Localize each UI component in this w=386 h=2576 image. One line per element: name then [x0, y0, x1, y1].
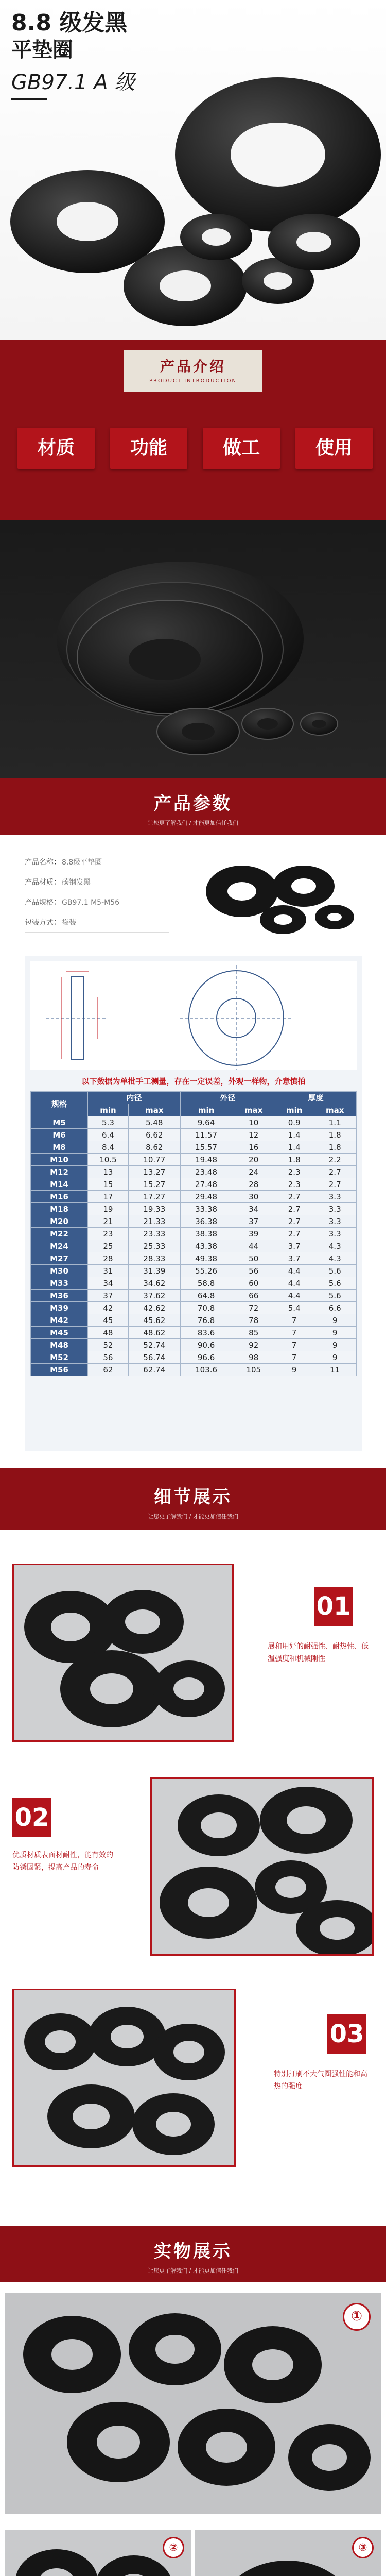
detail-section: [0, 1468, 386, 2226]
spec-cell-value: 4.3: [313, 1252, 357, 1265]
table-row: [31, 1314, 357, 1327]
sub-col: max: [313, 1104, 357, 1116]
spec-table-wrap: [30, 1091, 357, 1376]
spec-cell-value: 17.27: [128, 1191, 180, 1203]
spec-cell-value: 19: [88, 1203, 129, 1215]
col-spec: 规格: [31, 1092, 88, 1116]
spec-cell-value: 29.48: [180, 1191, 232, 1203]
spec-cell-value: 1.8: [313, 1141, 357, 1154]
spec-cell-value: 34: [88, 1277, 129, 1290]
detail-number-2: 02: [12, 1798, 51, 1837]
spec-cell-value: 15.27: [128, 1178, 180, 1191]
params-header: [0, 778, 386, 835]
spec-cell-value: 23.33: [128, 1228, 180, 1240]
spec-cell-value: 7: [275, 1351, 313, 1364]
real-photos-section: [0, 2226, 386, 2576]
spec-cell-value: 103.6: [180, 1364, 232, 1376]
spec-cell-value: 4.4: [275, 1265, 313, 1277]
spec-cell-value: 64.8: [180, 1290, 232, 1302]
spec-cell-value: 27.48: [180, 1178, 232, 1191]
col-inner-diameter: 内径: [88, 1092, 181, 1104]
spec-cell-value: 6.4: [88, 1129, 129, 1141]
spec-cell-size: M27: [31, 1252, 88, 1265]
table-row: [31, 1215, 357, 1228]
real-header: [0, 2226, 386, 2282]
spec-cell-value: 19.33: [128, 1203, 180, 1215]
spec-cell-value: 7: [275, 1339, 313, 1351]
spec-cell-value: 19.48: [180, 1154, 232, 1166]
spec-cell-value: 56: [232, 1265, 275, 1277]
spec-cell-value: 9: [313, 1339, 357, 1351]
spec-cell-value: 48.62: [128, 1327, 180, 1339]
table-row: [31, 1166, 357, 1178]
real-photo-3: [195, 2530, 381, 2576]
spec-cell-size: M56: [31, 1364, 88, 1376]
spec-cell-value: 2.2: [313, 1154, 357, 1166]
spec-cell-value: 34.62: [128, 1277, 180, 1290]
spec-cell-value: 24: [232, 1166, 275, 1178]
spec-cell-value: 31: [88, 1265, 129, 1277]
spec-cell-value: 50: [232, 1252, 275, 1265]
spec-cell-value: 30: [232, 1191, 275, 1203]
spec-cell-value: 90.6: [180, 1339, 232, 1351]
spec-cell-value: 8.4: [88, 1141, 129, 1154]
detail-number-1: 01: [314, 1587, 353, 1626]
real-number-1: ①: [343, 2303, 371, 2331]
spec-cell-value: 12: [232, 1129, 275, 1141]
spec-cell-value: 76.8: [180, 1314, 232, 1327]
spec-cell-size: M30: [31, 1265, 88, 1277]
spec-cell-value: 0.9: [275, 1116, 313, 1129]
spec-cell-value: 92: [232, 1339, 275, 1351]
spec-cell-value: 34: [232, 1203, 275, 1215]
table-row: [31, 1154, 357, 1166]
spec-cell-value: 62: [88, 1364, 129, 1376]
spec-cell-value: 5.4: [275, 1302, 313, 1314]
table-row: [31, 1191, 357, 1203]
spec-cell-size: M33: [31, 1277, 88, 1290]
params-heading: 产品参数: [154, 793, 232, 814]
spec-cell-size: M10: [31, 1154, 88, 1166]
table-row: [31, 1364, 357, 1376]
sub-col: min: [275, 1104, 313, 1116]
spec-cell-value: 70.8: [180, 1302, 232, 1314]
spec-cell-value: 28.33: [128, 1252, 180, 1265]
info-row-name: 产品名称：8.8级平垫圈: [25, 855, 169, 872]
product-info-list: [25, 855, 169, 933]
table-row: [31, 1203, 357, 1215]
table-row: [31, 1178, 357, 1191]
hero-washers-image: [0, 0, 386, 340]
spec-cell-value: 10: [232, 1116, 275, 1129]
washer-small-hole: [202, 228, 231, 246]
spec-cell-value: 60: [232, 1277, 275, 1290]
spec-cell-value: 98: [232, 1351, 275, 1364]
spec-cell-value: 9: [275, 1364, 313, 1376]
product-photo-section: [0, 520, 386, 778]
spec-cell-value: 52.74: [128, 1339, 180, 1351]
spec-cell-value: 44: [232, 1240, 275, 1252]
spec-cell-value: 2.7: [275, 1228, 313, 1240]
washer-diagram: [30, 961, 357, 1070]
detail-photo-2: [150, 1777, 374, 1956]
spec-cell-value: 1.1: [313, 1116, 357, 1129]
measure-warning: 以下数据为单批手工测量，存在一定误差，外观一样物，介意慎拍: [81, 1077, 306, 1086]
table-row: [31, 1228, 357, 1240]
spec-sheet: [25, 956, 362, 1451]
spec-cell-value: 23: [88, 1228, 129, 1240]
spec-cell-size: M45: [31, 1327, 88, 1339]
sub-col: min: [180, 1104, 232, 1116]
table-row: [31, 1116, 357, 1129]
spec-cell-value: 15.57: [180, 1141, 232, 1154]
detail-text-1: 展和用好的耐强性、耐热性、低温强度和机械刚性: [268, 1642, 369, 1663]
spec-cell-value: 37.62: [128, 1290, 180, 1302]
spec-cell-value: 5.6: [313, 1290, 357, 1302]
spec-cell-size: M24: [31, 1240, 88, 1252]
spec-cell-value: 3.3: [313, 1191, 357, 1203]
spec-cell-size: M52: [31, 1351, 88, 1364]
spec-cell-value: 15: [88, 1178, 129, 1191]
spec-cell-value: 9: [313, 1314, 357, 1327]
tag-material: 材质: [17, 428, 95, 469]
table-row: [31, 1240, 357, 1252]
spec-cell-value: 7: [275, 1327, 313, 1339]
spec-cell-value: 17: [88, 1191, 129, 1203]
spec-cell-size: M18: [31, 1203, 88, 1215]
spec-cell-value: 4.4: [275, 1290, 313, 1302]
spec-cell-value: 36.38: [180, 1215, 232, 1228]
small-washer-3-hole: [312, 720, 326, 728]
detail-photo-1: [12, 1564, 234, 1742]
spec-cell-size: M39: [31, 1302, 88, 1314]
spec-cell-value: 6.6: [313, 1302, 357, 1314]
spec-cell-value: 7: [275, 1314, 313, 1327]
table-row: [31, 1351, 357, 1364]
spec-cell-size: M48: [31, 1339, 88, 1351]
spec-cell-value: 25: [88, 1240, 129, 1252]
intro-heading-en: PRODUCT INTRODUCTION: [149, 378, 237, 384]
spec-cell-value: 2.7: [275, 1203, 313, 1215]
spec-cell-value: 56: [88, 1351, 129, 1364]
sub-col: max: [232, 1104, 275, 1116]
spec-cell-value: 2.7: [275, 1215, 313, 1228]
info-row-package: 包装方式：袋装: [25, 916, 169, 933]
info-washers-image: [196, 850, 365, 938]
real-heading: 实物展示: [154, 2241, 232, 2262]
table-row: [31, 1302, 357, 1314]
intro-ribbon: [124, 350, 262, 392]
washer-left-hole: [57, 202, 118, 241]
detail-photo-2-image: [152, 1779, 372, 1954]
spec-cell-value: 1.4: [275, 1129, 313, 1141]
detail-text-2: 优质材质表面材耐性，能有效的防锈固紧，提高产品的寿命: [12, 1851, 113, 1872]
sub-col: min: [88, 1104, 129, 1116]
tag-workmanship: 做工: [203, 428, 280, 469]
spec-cell-value: 85: [232, 1327, 275, 1339]
spec-cell-size: M6: [31, 1129, 88, 1141]
spec-cell-value: 2.7: [275, 1191, 313, 1203]
table-row: [31, 1129, 357, 1141]
hero-title-line2: 平垫圈: [11, 38, 73, 62]
spec-cell-value: 39: [232, 1228, 275, 1240]
spec-cell-value: 72: [232, 1302, 275, 1314]
real-photo-1: [5, 2293, 381, 2514]
spec-cell-value: 3.7: [275, 1240, 313, 1252]
washer-bottom-hole: [160, 270, 211, 301]
spec-cell-value: 2.7: [313, 1166, 357, 1178]
col-outer-diameter: 外径: [180, 1092, 275, 1104]
washer-right-hole: [296, 232, 331, 252]
spec-cell-value: 10.5: [88, 1154, 129, 1166]
spec-cell-value: 78: [232, 1314, 275, 1327]
spec-cell-value: 4.3: [313, 1240, 357, 1252]
spec-cell-size: M20: [31, 1215, 88, 1228]
spec-cell-value: 37: [232, 1215, 275, 1228]
intro-section: [0, 340, 386, 520]
spec-cell-value: 5.6: [313, 1277, 357, 1290]
spec-cell-value: 45: [88, 1314, 129, 1327]
small-washer-1-hole: [182, 723, 215, 740]
table-row: [31, 1339, 357, 1351]
stack-washer-hole: [129, 639, 201, 680]
spec-cell-value: 62.74: [128, 1364, 180, 1376]
table-row: [31, 1327, 357, 1339]
spec-table: [30, 1091, 357, 1376]
table-row: [31, 1252, 357, 1265]
col-thickness: 厚度: [275, 1092, 357, 1104]
table-row: [31, 1265, 357, 1277]
spec-cell-value: 5.3: [88, 1116, 129, 1129]
spec-cell-value: 16: [232, 1141, 275, 1154]
detail-photo-1-image: [14, 1565, 232, 1740]
intro-heading: 产品介绍: [160, 358, 226, 375]
spec-cell-size: M22: [31, 1228, 88, 1240]
spec-cell-value: 3.3: [313, 1215, 357, 1228]
spec-cell-value: 21: [88, 1215, 129, 1228]
spec-cell-value: 45.62: [128, 1314, 180, 1327]
spec-cell-value: 28: [232, 1178, 275, 1191]
spec-cell-value: 83.6: [180, 1327, 232, 1339]
washer-large-hole: [231, 123, 325, 187]
real-subheading: 让您更了解我们 / 才能更加信任我们: [148, 2267, 238, 2274]
hero-title-line1: 8.8 级发黑: [11, 10, 128, 36]
spec-cell-value: 52: [88, 1339, 129, 1351]
spec-cell-size: M42: [31, 1314, 88, 1327]
spec-cell-value: 10.77: [128, 1154, 180, 1166]
table-row: [31, 1290, 357, 1302]
spec-table-body: [31, 1116, 357, 1376]
spec-cell-size: M14: [31, 1178, 88, 1191]
detail-subheading: 让您更了解我们 / 才能更加信任我们: [148, 1513, 238, 1520]
spec-cell-value: 5.48: [128, 1116, 180, 1129]
spec-cell-value: 13: [88, 1166, 129, 1178]
spec-cell-size: M8: [31, 1141, 88, 1154]
spec-cell-value: 38.38: [180, 1228, 232, 1240]
table-row: [31, 1141, 357, 1154]
spec-cell-value: 56.74: [128, 1351, 180, 1364]
spec-cell-value: 31.39: [128, 1265, 180, 1277]
spec-cell-size: M12: [31, 1166, 88, 1178]
spec-cell-value: 42.62: [128, 1302, 180, 1314]
detail-photo-3: [12, 1989, 236, 2167]
spec-cell-value: 28: [88, 1252, 129, 1265]
spec-cell-value: 11: [313, 1364, 357, 1376]
spec-cell-value: 1.8: [275, 1154, 313, 1166]
spec-cell-value: 2.7: [313, 1178, 357, 1191]
spec-cell-value: 33.38: [180, 1203, 232, 1215]
spec-cell-value: 9: [313, 1351, 357, 1364]
spec-cell-value: 6.62: [128, 1129, 180, 1141]
spec-cell-size: M16: [31, 1191, 88, 1203]
spec-cell-value: 43.38: [180, 1240, 232, 1252]
spec-cell-value: 13.27: [128, 1166, 180, 1178]
real-number-2: ②: [163, 2537, 184, 2558]
spec-cell-size: M36: [31, 1290, 88, 1302]
spec-cell-value: 58.8: [180, 1277, 232, 1290]
spec-cell-value: 42: [88, 1302, 129, 1314]
spec-cell-value: 9.64: [180, 1116, 232, 1129]
spec-cell-value: 25.33: [128, 1240, 180, 1252]
spec-cell-value: 55.26: [180, 1265, 232, 1277]
spec-cell-value: 66: [232, 1290, 275, 1302]
spec-cell-value: 1.8: [313, 1129, 357, 1141]
info-row-spec: 产品规格：GB97.1 M5-M56: [25, 895, 169, 912]
small-washer-2-hole: [257, 718, 278, 730]
stacked-washers-image: [0, 520, 386, 778]
spec-cell-value: 1.4: [275, 1141, 313, 1154]
spec-cell-value: 96.6: [180, 1351, 232, 1364]
spec-cell-value: 49.38: [180, 1252, 232, 1265]
spec-cell-size: M5: [31, 1116, 88, 1129]
spec-cell-value: 2.3: [275, 1178, 313, 1191]
detail-text-3: 特别打刷不大气圈强性能和高热的强度: [274, 2070, 367, 2091]
spec-cell-value: 3.3: [313, 1203, 357, 1215]
info-row-material: 产品材质：碳钢发黑: [25, 875, 169, 892]
spec-cell-value: 11.57: [180, 1129, 232, 1141]
detail-number-3: 03: [327, 2014, 366, 2054]
table-row: [31, 1277, 357, 1290]
hero-subtitle: GB97.1 A 级: [11, 71, 135, 94]
spec-cell-value: 23.48: [180, 1166, 232, 1178]
detail-photo-3-image: [14, 1990, 234, 2165]
tag-function: 功能: [110, 428, 187, 469]
real-photo-1-image: [5, 2293, 381, 2514]
params-subheading: 让您更了解我们 / 才能更加信任我们: [148, 820, 238, 826]
spec-cell-value: 3.3: [313, 1228, 357, 1240]
spec-cell-value: 21.33: [128, 1215, 180, 1228]
spec-cell-value: 4.4: [275, 1277, 313, 1290]
spec-cell-value: 2.3: [275, 1166, 313, 1178]
spec-cell-value: 20: [232, 1154, 275, 1166]
sub-col: max: [128, 1104, 180, 1116]
real-photo-2: [5, 2530, 191, 2576]
hero-section: [0, 0, 386, 340]
spec-cell-value: 8.62: [128, 1141, 180, 1154]
spec-cell-value: 9: [313, 1327, 357, 1339]
detail-heading: 细节展示: [154, 1487, 232, 1507]
washer-small-2-hole: [264, 272, 292, 290]
spec-cell-value: 5.6: [313, 1265, 357, 1277]
spec-cell-value: 105: [232, 1364, 275, 1376]
detail-header: [0, 1468, 386, 1530]
real-number-3: ③: [352, 2537, 374, 2558]
tag-usage: 使用: [295, 428, 373, 469]
spec-cell-value: 48: [88, 1327, 129, 1339]
spec-cell-value: 37: [88, 1290, 129, 1302]
spec-cell-value: 3.7: [275, 1252, 313, 1265]
params-section: [0, 778, 386, 1468]
